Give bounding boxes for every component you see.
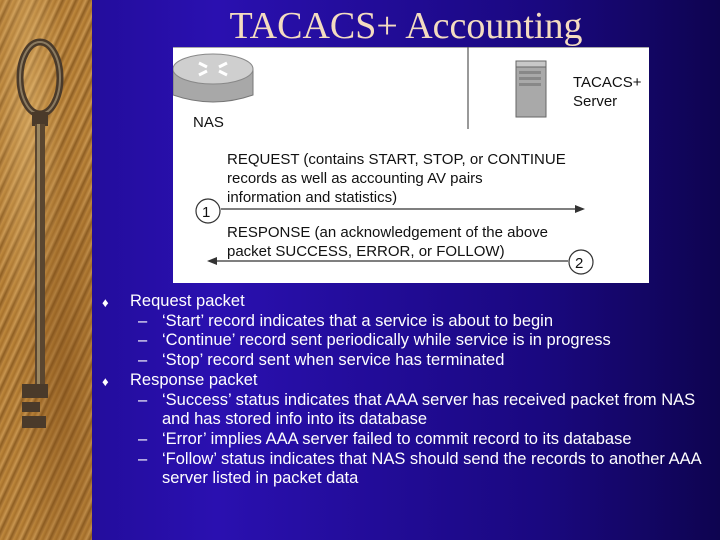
sub-bullet-text: ‘Error’ implies AAA server failed to commit record to its database (162, 429, 632, 448)
server-label-line1: TACACS+ (573, 74, 642, 91)
response-line: RESPONSE (an acknowledgement of the above (227, 224, 549, 241)
dash-marker: – (138, 390, 148, 409)
slide-title: TACACS+ Accounting (229, 5, 583, 47)
sub-bullet (102, 312, 716, 332)
sub-bullet-text: ‘Continue’ record sent periodically while service is in progress (162, 331, 611, 350)
sub-bullet (102, 351, 716, 371)
nas-label: NAS (193, 114, 224, 131)
dash-marker: – (138, 429, 148, 448)
bullet-text: Request packet (130, 292, 245, 310)
server-label-line2: Server (573, 93, 618, 110)
response-description (227, 223, 548, 261)
diamond-bullet-icon: ♦ (102, 295, 109, 310)
bullet-text: Response packet (130, 370, 258, 389)
response-line: packet SUCCESS, ERROR, or FOLLOW) (227, 243, 505, 260)
dash-marker: – (138, 351, 148, 370)
sub-bullet (102, 391, 716, 430)
bullet-response (102, 371, 716, 391)
sub-bullet-text: ‘Follow’ status indicates that NAS should send the records to another AAA server listed in packet data (162, 449, 701, 488)
dash-marker: – (138, 331, 148, 350)
request-line: REQUEST (contains START, STOP, or CONTINUE (227, 151, 566, 168)
skeleton-key-icon (0, 0, 92, 540)
request-description (227, 150, 566, 207)
bullet-list (102, 292, 716, 489)
sub-bullet-text: ‘Start’ record indicates that a service is about to begin (162, 311, 554, 330)
server-icon (516, 61, 546, 117)
router-icon (173, 54, 253, 102)
bullet-request (102, 292, 716, 312)
request-line: records as well as accounting AV pairs (227, 170, 483, 187)
request-line: information and statistics) (227, 189, 398, 206)
server-label (573, 73, 642, 111)
sub-bullet (102, 450, 716, 489)
sub-bullet (102, 430, 716, 450)
sub-bullet (102, 331, 716, 351)
sub-bullet-text: ‘Stop’ record sent when service has terminated (162, 351, 505, 370)
dash-marker: – (138, 311, 148, 330)
diamond-bullet-icon: ♦ (102, 373, 109, 389)
step-2-label: 2 (575, 255, 584, 272)
sub-bullet-text: ‘Success’ status indicates that AAA server has received packet from NAS and has stored info into its database (162, 390, 696, 429)
accounting-flow-diagram (173, 47, 649, 283)
dash-marker: – (138, 449, 148, 468)
step-1-label: 1 (202, 204, 211, 221)
